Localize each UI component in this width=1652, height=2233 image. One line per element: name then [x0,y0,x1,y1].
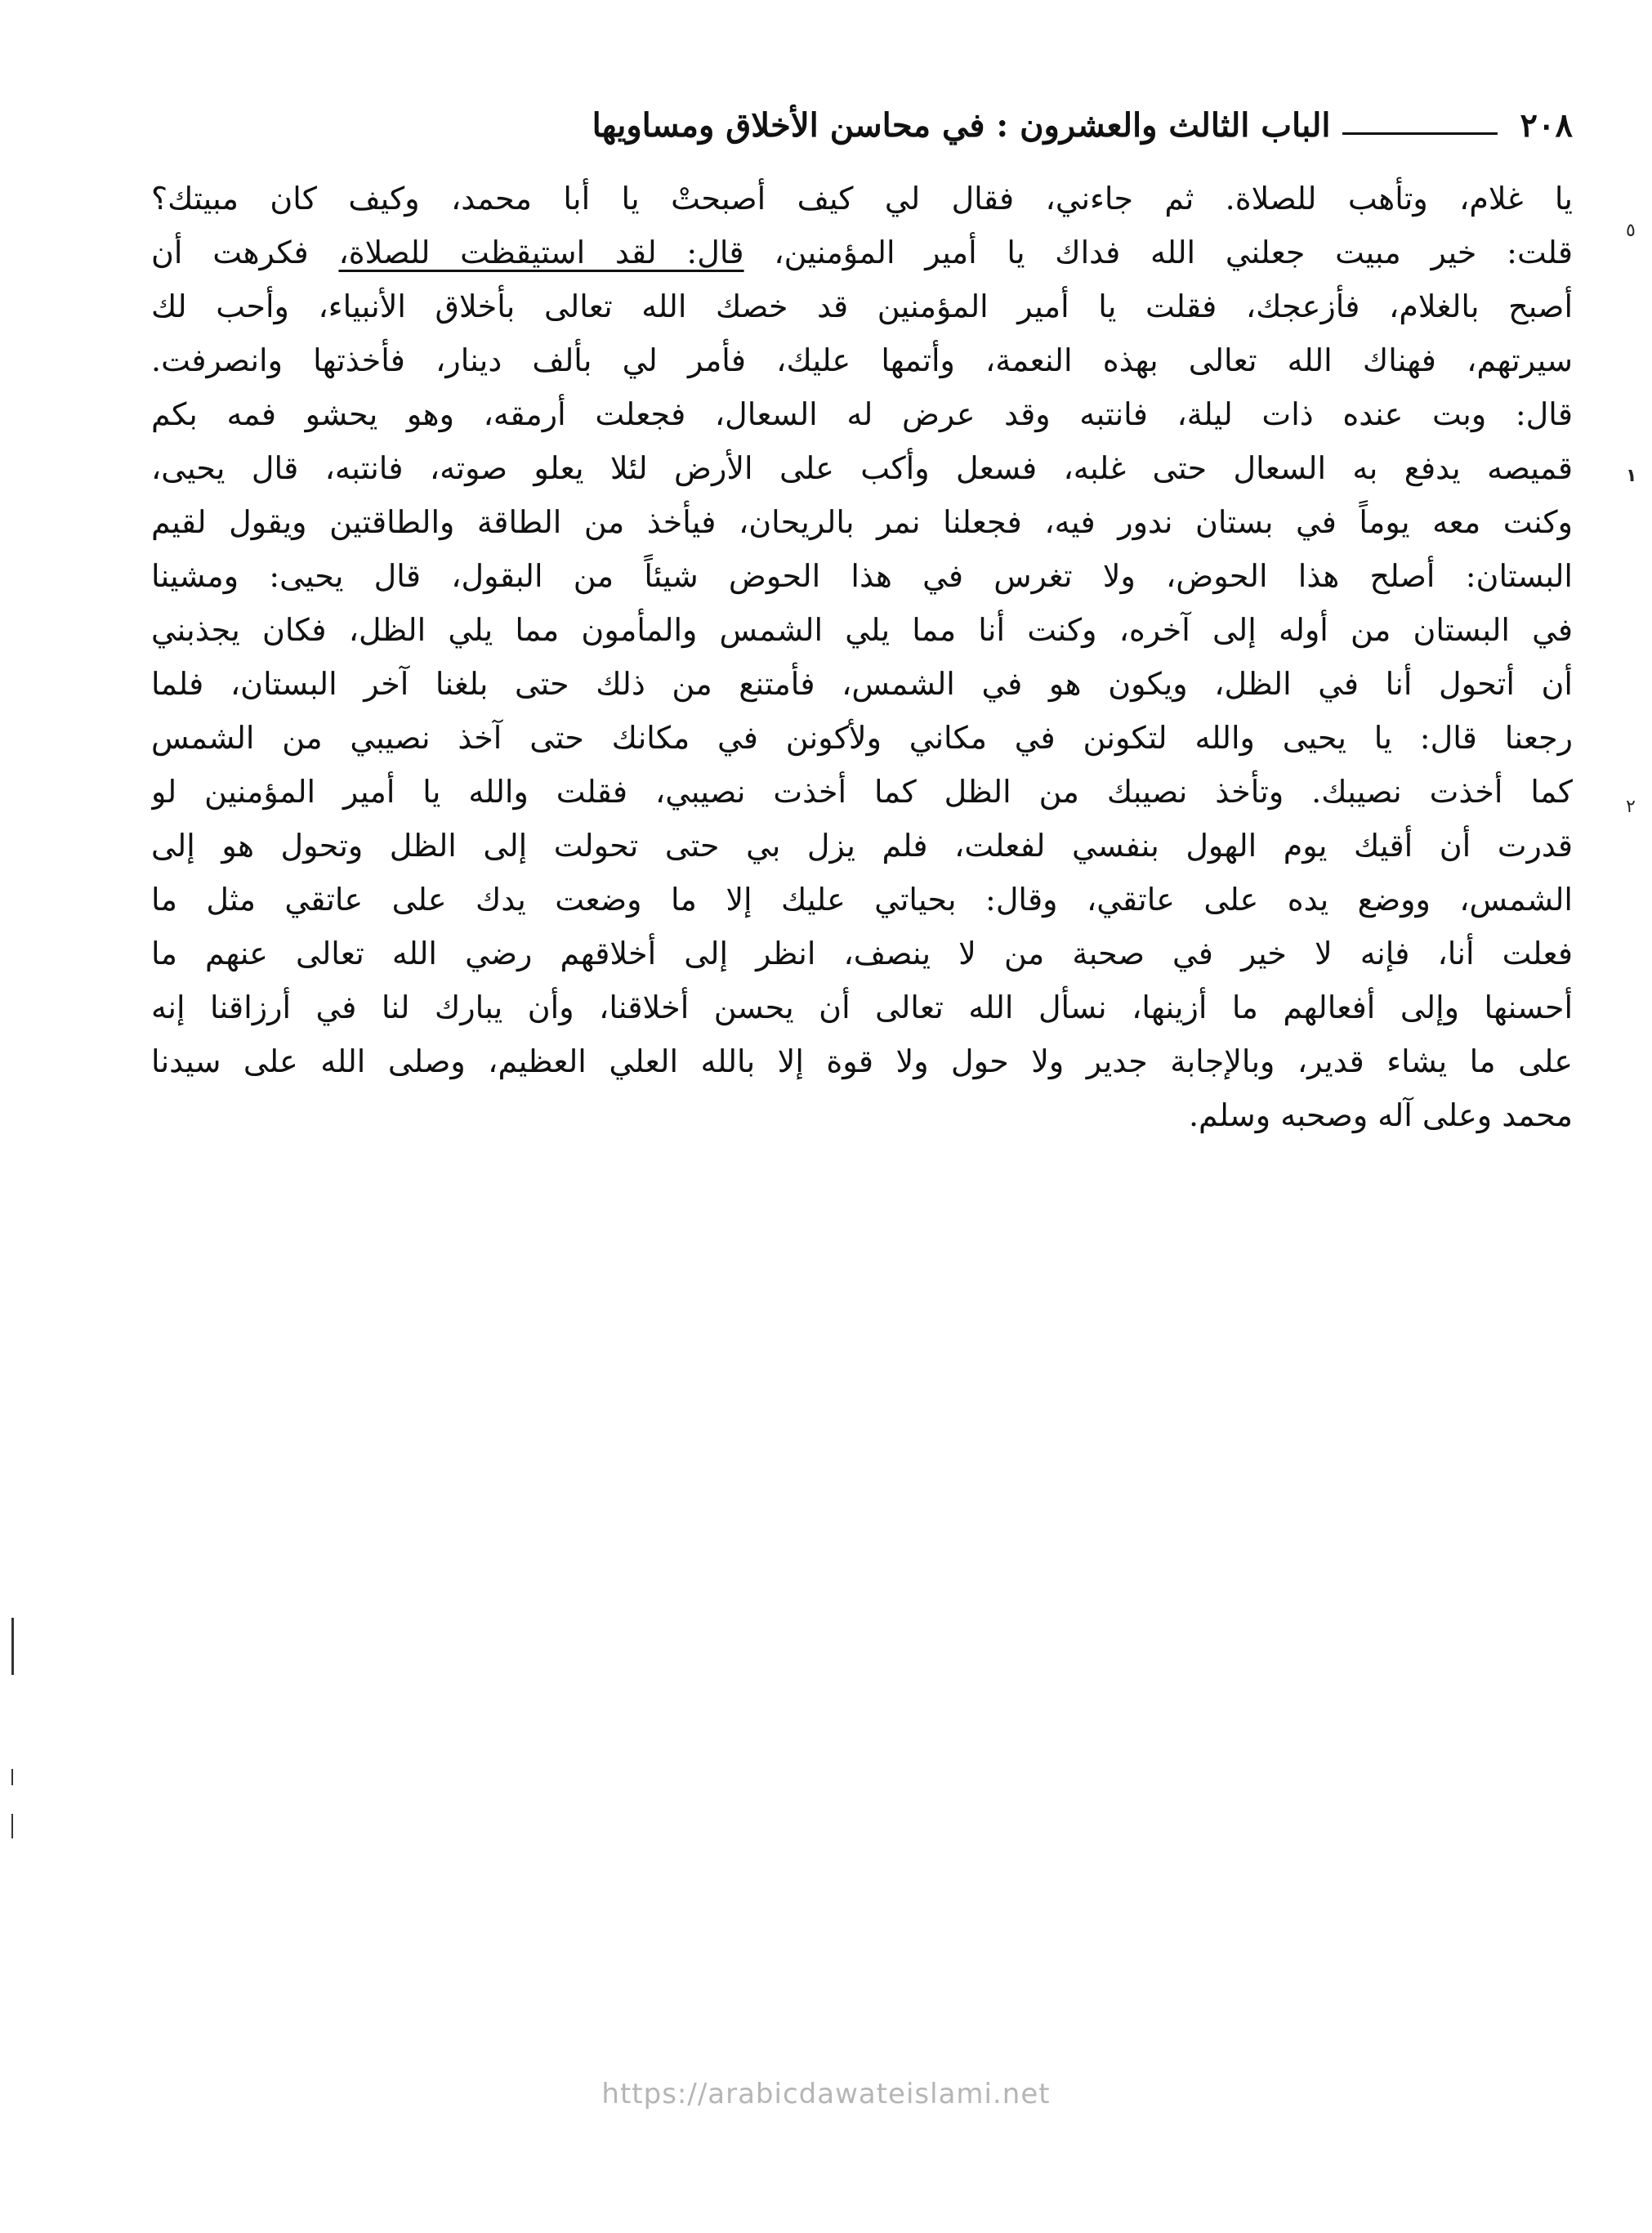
text-line-1: يا غلام، وتأهب للصلاة. ثم جاءني، فقال لي كيف أصبحتْ يا أبا محمد، وكيف كان مبيتك؟ [151,181,1573,217]
text-line-6: قميصه يدفع به السعال حتى غلبه، فسعل وأكب على الأرض لئلا يعلو صوته، فانتبه، قال يحيى، [151,450,1573,486]
text-line-11: رجعنا قال: يا يحيى والله لتكونن في مكاني ولأكونن في مكانك حتى آخذ نصيبي من الشمس [151,720,1573,756]
header-rule [1342,132,1498,135]
text-line-2 [151,226,1573,279]
text-line-4: سيرتهم، فهناك الله تعالى بهذه النعمة، وأتمها عليك، فأمر لي بألف دينار، فأخذتها وانصرفت. [151,342,1573,378]
text-line-8: البستان: أصلح هذا الحوض، ولا تغرس في هذا الحوض شيئاً من البقول، قال يحيى: ومشينا [151,558,1573,594]
margin-mark-3: ٢ [1626,797,1636,817]
text-line-10: أن أتحول أنا في الظل، ويكون هو في الشمس، فأمتنع من ذلك حتى بلغنا آخر البستان، فلما [151,666,1573,702]
chapter-title: الباب الثالث والعشرون : في محاسن الأخلاق ومساويها [592,105,1331,145]
text-line-2-end: فكرهت أن [151,234,339,270]
scan-edge-mark [11,1814,13,1838]
text-line-9: في البستان من أوله إلى آخره، وكنت أنا مما يلي الشمس والمأمون مما يلي الظل، فكان يجذبني [151,612,1573,648]
text-line-17: على ما يشاء قدير، وبالإجابة جدير ولا حول ولا قوة إلا بالله العلي العظيم، وصلى الله على سيدنا [151,1043,1573,1079]
text-line-18: محمد وعلى آله وصحبه وسلم. [1188,1097,1573,1133]
text-line-15: فعلت أنا، فإنه لا خير في صحبة من لا ينصف، انظر إلى أخلاقهم رضي الله تعالى عنهم ما [151,936,1573,971]
margin-mark-2: ١ [1626,466,1637,486]
running-header [151,96,1573,154]
page-number: ٢٠٨ [1520,105,1573,145]
text-line-3: أصبح بالغلام، فأزعجك، فقلت يا أمير المؤمنين قد خصك الله تعالى بأخلاق الأنبياء، وأحب لك [151,288,1573,324]
margin-mark-1: ٥ [1626,221,1636,241]
body-text [151,172,1573,1142]
text-line-14: الشمس، ووضع يده على عاتقي، وقال: بحياتي عليك إلا ما وضعت يدك على عاتقي مثل ما [151,882,1573,918]
scan-edge-mark [11,1769,13,1785]
text-line-5: قال: وبت عنده ذات ليلة، فانتبه وقد عرض له السعال، فجعلت أرمقه، وهو يحشو فمه بكم [151,396,1573,432]
underlined-phrase: قال: لقد استيقظت للصلاة، [338,234,744,270]
scan-edge-mark [11,1618,14,1675]
text-line-13: قدرت أن أقيك يوم الهول بنفسي لفعلت، فلم يزل بي حتى تحولت إلى الظل وتحول هو إلى [151,828,1573,864]
text-line-12: كما أخذت نصيبك. وتأخذ نصيبك من الظل كما أخذت نصيبي، فقلت والله يا أمير المؤمنين لو [151,774,1573,810]
text-line-16: أحسنها وإلى أفعالهم ما أزينها، نسأل الله تعالى أن يحسن أخلاقنا، وأن يبارك لنا في أرزاقنا إنه [151,989,1573,1025]
text-line-2-start: قلت: خير مبيت جعلني الله فداك يا أمير المؤمنين، [743,234,1573,270]
text-line-7: وكنت معه يوماً في بستان ندور فيه، فجعلنا نمر بالريحان، فيأخذ من الطاقة والطاقتين ويقول لقيم [151,504,1573,540]
source-url-watermark: https://arabicdawateislami.net [601,2078,1051,2110]
